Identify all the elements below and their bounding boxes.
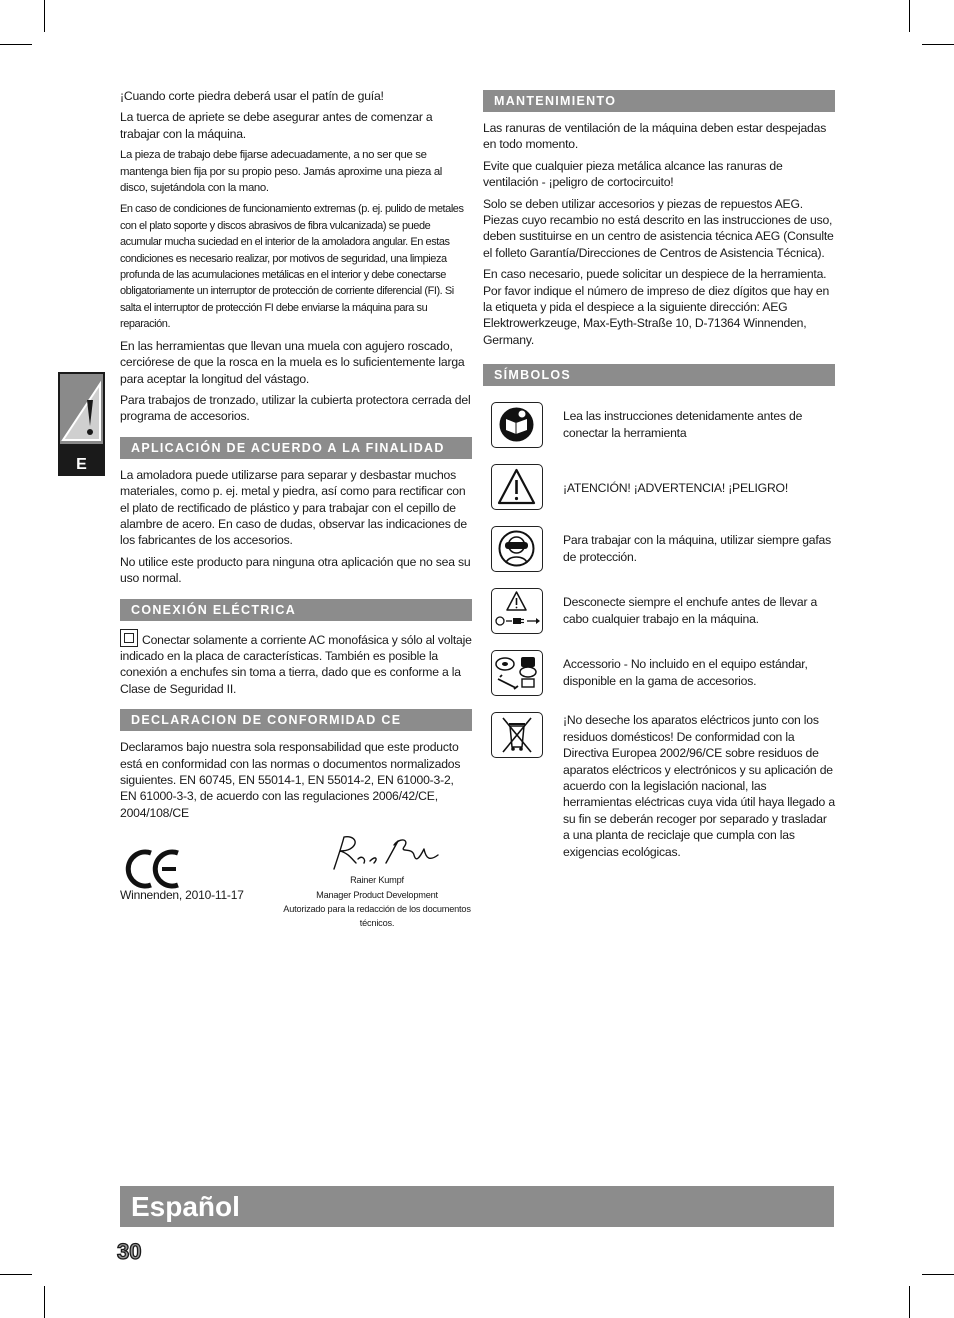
section-heading-conexion: CONEXIÓN ELÉCTRICA xyxy=(120,599,472,621)
section-heading-conformidad: DECLARACION DE CONFORMIDAD CE xyxy=(120,709,472,731)
symbol-row xyxy=(483,650,835,702)
section-heading-aplicacion: APLICACIÓN DE ACUERDO A LA FINALIDAD xyxy=(120,437,472,459)
weee-bin-icon xyxy=(491,712,543,758)
left-column xyxy=(120,88,472,943)
symbol-row xyxy=(483,464,835,516)
signer-role: Manager Product Development xyxy=(316,889,438,900)
symbol-description: Lea las instrucciones detenidamente antes de conectar la herramienta xyxy=(563,409,803,440)
signer-details xyxy=(282,873,472,930)
paragraph-text: Conectar solamente a corriente AC monofásica y sólo al voltaje indicado en la placa de características. También es posible la conexión a enchufes sin toma a tierra, dado que es conforme a la Clase de Seguridad II. xyxy=(120,632,472,696)
safety-goggles-icon xyxy=(491,526,543,572)
language-side-tab xyxy=(58,372,105,476)
paragraph: Para trabajos de tronzado, utilizar la cubierta protectora cerrada del programa de accesorios. xyxy=(120,392,471,424)
accessory-icon xyxy=(491,650,543,696)
side-tab-letter: E xyxy=(76,456,87,473)
crop-mark xyxy=(909,0,910,32)
paragraph: Evite que cualquier pieza metálica alcance las ranuras de ventilación - ¡peligro de cortocircuito! xyxy=(483,158,783,190)
conformity-signature-block xyxy=(120,833,472,943)
section-heading-simbolos: SÍMBOLOS xyxy=(483,364,835,386)
unplug-icon xyxy=(491,588,543,634)
paragraph: Las ranuras de ventilación de la máquina deben estar despejadas en todo momento. xyxy=(483,121,827,152)
paragraph: No utilice este producto para ninguna otra aplicación que no sea su uso normal. xyxy=(120,554,471,586)
ce-mark-icon xyxy=(124,847,184,891)
language-footer-bar xyxy=(120,1186,834,1227)
signer-name: Rainer Kumpf xyxy=(350,875,404,886)
paragraph: La amoladora puede utilizarse para separar y desbastar muchos materiales, como p. ej. metal y piedra, así como para rectificar con el plato de rectificado de plástico y para trabajar con el cepillo de alambre de acero. En caso de dudas, observar las indicaciones de los fabricantes de los accesorios. xyxy=(120,467,467,548)
symbol-description: Accessorio - No incluido en el equipo estándar, disponible en la gama de accesorios. xyxy=(563,657,808,688)
paragraph: Solo se deben utilizar accesorios y piezas de repuestos AEG. Piezas cuyo recambio no está descrito en las instrucciones de uso, deben sustituirse en un centro de asistencia técnica AEG (Consulte el folleto Garantía/Direcciones de Centros de Asistencia Técnica). xyxy=(483,196,834,260)
symbol-description: Desconecte siempre el enchufe antes de llevar a cabo cualquier trabajo en la máquina. xyxy=(563,595,818,626)
symbol-description: ¡ATENCIÓN! ¡ADVERTENCIA! ¡PELIGRO! xyxy=(563,481,789,496)
crop-mark xyxy=(44,1286,45,1318)
section-heading-mantenimiento: MANTENIMIENTO xyxy=(483,90,835,112)
crop-mark xyxy=(0,44,32,45)
warning-tab-icon xyxy=(60,374,103,444)
read-manual-icon xyxy=(491,402,543,448)
symbol-row xyxy=(483,402,835,454)
paragraph xyxy=(120,629,472,698)
page-number: 30 xyxy=(117,1239,142,1264)
paragraph: En caso de condiciones de funcionamiento extremas (p. ej. pulido de metales con el plato soporte y discos abrasivos de fibra vulcanizada) se puede acumular mucha suciedad en el interior de la amoladora angular. En estas condiciones es necesario realizar, por motivos de seguridad, una limpieza profunda de las acumulaciones metálicas en el interior y debe conectarse obligatoriamente un interruptor de protección de corriente diferencial (FI). Si salta el interruptor de protección FI debe enviarse la máquina para su reparación. xyxy=(120,203,464,331)
warning-triangle-icon xyxy=(491,464,543,510)
crop-mark xyxy=(0,1274,32,1275)
crop-mark xyxy=(909,1286,910,1318)
place-and-date: Winnenden, 2010-11-17 xyxy=(120,888,244,903)
signer-authorization: Autorizado para la redacción de los documentos técnicos. xyxy=(283,903,471,929)
crop-mark xyxy=(922,44,954,45)
crop-mark xyxy=(922,1274,954,1275)
symbol-row xyxy=(483,526,835,578)
symbol-description: Para trabajar con la máquina, utilizar siempre gafas de protección. xyxy=(563,533,832,564)
symbol-row xyxy=(483,712,835,860)
crop-mark xyxy=(44,0,45,32)
symbol-description: ¡No deseche los aparatos eléctricos junto con los residuos domésticos! De conformidad con la Directiva Europea 2002/96/CE sobre residuos de aparatos eléctricos y electrónicos y su aplicación de acuerdo con la legislación nacional, las herramientas eléctricas cuya vida útil haya llegado a su fin se deberán recoger por separado y trasladar a una planta de reciclaje que cumpla con las exigencias ecológicas. xyxy=(563,713,835,859)
paragraph: Declaramos bajo nuestra sola responsabilidad que este producto está en conformidad con las normas o documentos normalizados siguientes. EN 60745, EN 55014-1, EN 55014-2, EN 61000-3-2, EN 61000-3-3, de acuerdo con las regulaciones 2006/42/CE, 2004/108/CE xyxy=(120,740,461,820)
symbol-row xyxy=(483,588,835,640)
paragraph: En caso necesario, puede solicitar un despiece de la herramienta. Por favor indique el número de impreso de diez dígitos que hay en la etiqueta y pida el despiece a la siguiente dirección: AEG Elektrowerkzeuge, Max-Eyth-Straße 10, D-71364 Winnenden, Germany. xyxy=(483,267,830,347)
right-column xyxy=(483,88,835,870)
paragraph: En las herramientas que llevan una muela con agujero roscado, cerciórese de que la rosca en la muela es lo suficientemente larga para aceptar la longitud del vástago. xyxy=(120,338,465,386)
signature-icon xyxy=(328,833,442,873)
paragraph: ¡Cuando corte piedra deberá usar el patín de guía! xyxy=(120,89,384,103)
paragraph: La pieza de trabajo debe fijarse adecuadamente, a no ser que se mantenga bien fija por su propio peso. Jamás aproxime una pieza al disco, sujetándola con la mano. xyxy=(120,149,442,195)
paragraph: La tuerca de apriete se debe asegurar antes de comenzar a trabajar con la máquina. xyxy=(120,110,433,141)
class-ii-double-insulation-icon xyxy=(120,629,138,647)
language-title: Español xyxy=(131,1191,240,1222)
